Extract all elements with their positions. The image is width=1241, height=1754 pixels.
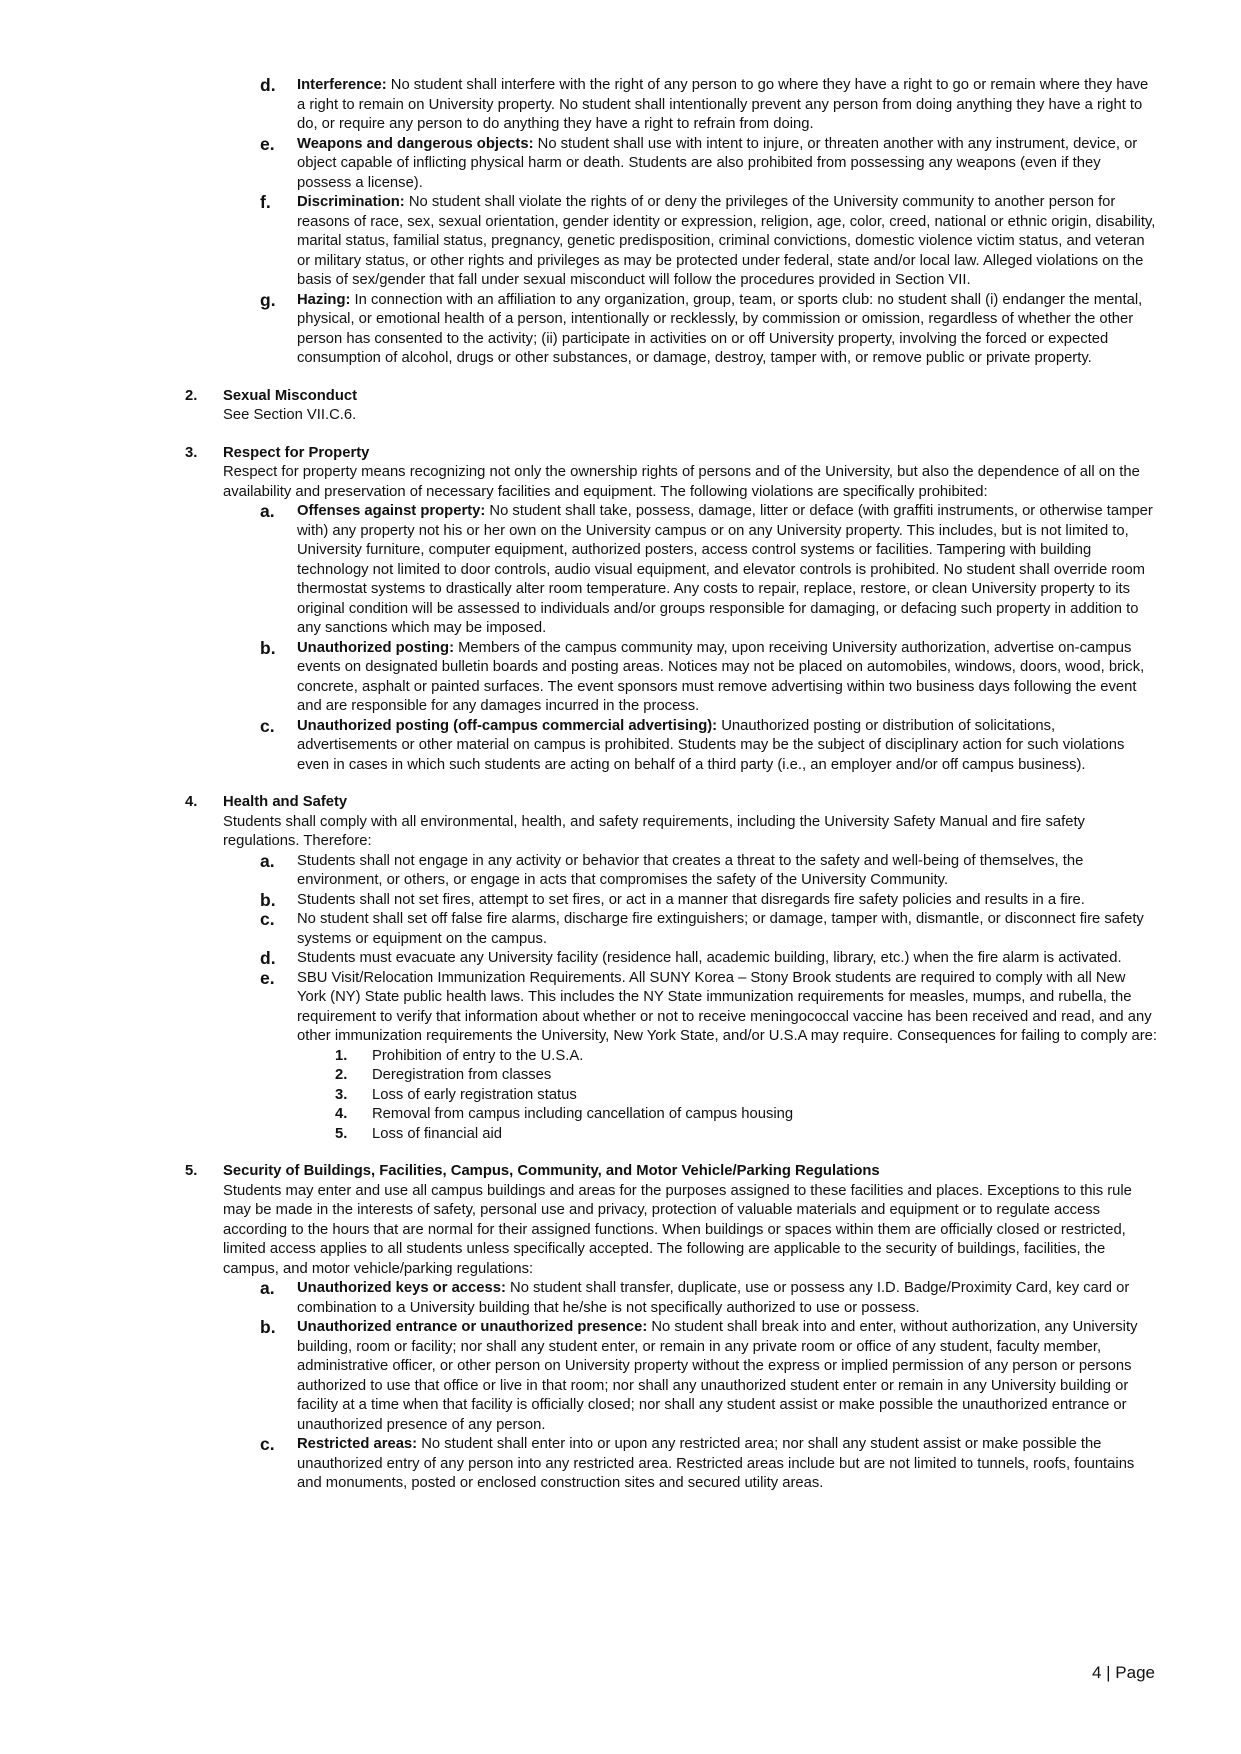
list-item (260, 1278, 1157, 1318)
section-number: 4. (185, 794, 198, 810)
list-item (260, 501, 1157, 639)
item-number: 1. (335, 1047, 348, 1064)
list-item (260, 289, 1157, 369)
section-number: 2. (185, 387, 198, 404)
list-item (260, 889, 1157, 911)
list-item (260, 637, 1157, 717)
section-intro: Students may enter and use all campus buildings and areas for the purposes assigned to these facilities and places. Exceptions to this rule may be made in the interests of safety, personal use and privacy, protection of valuable materials and equipment or to regulate access according to the hours that are normal for their assigned functions. When buildings or spaces within them are officially closed or restricted, limited access applies to all students unless specifically accepted. The following are applicable to the security of buildings, facilities, the campus, and motor vehicle/parking regulations: (223, 1182, 1132, 1277)
item-letter: f. (260, 192, 271, 212)
list-item (260, 850, 1157, 891)
numbered-item (335, 1047, 1072, 1067)
item-text: No student shall violate the rights of or deny the privileges of the University community to another person for reasons of race, sex, sexual orientation, gender identity or expression, religion, age, color, creed, national or ethnic origin, disability, marital status, familial status, pregnancy, genetic predisposition, criminal convictions, domestic violence victim status, and veteran or military status, or other rights and privileges as may be protected under federal, state and/or local law. Alleged violations on the basis of sex/gender that fall under sexual misconduct will follow the procedures provided in Section VII. (297, 194, 1156, 288)
consequences-list (0, 1047, 1241, 1145)
item-number: 4. (335, 1106, 348, 1122)
list-item (260, 75, 1157, 135)
list-item (260, 192, 1157, 291)
item-label: Unauthorized keys or access: (297, 1280, 506, 1296)
section-respect-for-property (185, 444, 1163, 503)
numbered-item (335, 1125, 1072, 1145)
item-text: Students shall not set fires, attempt to set fires, or act in a manner that disregards fire safety policies and results in a fire. (297, 891, 1085, 908)
item-text: Loss of financial aid (372, 1125, 502, 1142)
item-text: Prohibition of entry to the U.S.A. (372, 1047, 584, 1064)
list-item (260, 909, 1157, 949)
item-letter: b. (260, 889, 276, 910)
item-letter: a. (260, 501, 275, 521)
item-label: Offenses against property: (297, 503, 486, 519)
item-text: Loss of early registration status (372, 1086, 577, 1103)
section-intro: See Section VII.C.6. (223, 407, 357, 423)
numbered-item (335, 1105, 1072, 1125)
top-items (0, 76, 1241, 369)
item-letter: c. (260, 909, 275, 929)
item-text: No student shall transfer, duplicate, use or possess any I.D. Badge/Proximity Card, key card or combination to a University building that he/she is not specifically authorized to use or possess. (297, 1280, 1130, 1316)
item-text: Students shall not engage in any activity or behavior that creates a threat to the safety and well-being of themselves, the environment, or others, or engage in acts that compromises the safety of the University Community. (297, 852, 1084, 888)
page-number: 4 | Page (1091, 1663, 1155, 1682)
item-letter: g. (260, 289, 276, 310)
health-items (0, 852, 1241, 1047)
item-letter: d. (260, 75, 276, 95)
list-item (260, 133, 1157, 194)
item-text: Students must evacuate any University facility (residence hall, academic building, library, etc.) when the fire alarm is activated. (297, 950, 1122, 966)
item-label: Unauthorized posting (off-campus commercial advertising): (297, 717, 718, 734)
document-body (0, 76, 1241, 1494)
section-sexual-misconduct (185, 387, 1163, 426)
item-letter: c. (260, 1434, 275, 1454)
section-number: 3. (185, 444, 198, 461)
numbered-item (335, 1066, 1072, 1086)
section-heading: Respect for Property (223, 444, 370, 461)
item-number: 2. (335, 1067, 348, 1083)
item-text: Members of the campus community may, upon receiving University authorization, advertise on-campus events on designated bulletin boards and posting areas. Notices may not be placed on automobiles, windows, doors, wood, brick, concrete, asphalt or painted surfaces. The event sponsors must remove advertising within two business days following the event and are responsible for any damages incurred in the process. (297, 639, 1145, 714)
item-letter: e. (260, 967, 275, 988)
list-item (260, 967, 1157, 1047)
item-text: No student shall take, possess, damage, litter or deface (with graffiti instruments, or otherwise tamper with) any property not his or her own on the University campus or on any University property. This includes, but is not limited to, University furniture, computer equipment, authorized posters, access control systems or facilities. Tampering with building technology not limited to door controls, audio visual equipment, and elevator controls is prohibited. No student shall override room thermostat systems to drastically alter room temperature. Any costs to repair, replace, restore, or clean University property to its original condition will be assessed to individuals and/or groups responsible for damaging, or defacing such property in addition to any sanctions which may be imposed. (297, 503, 1153, 636)
item-letter: e. (260, 133, 275, 154)
section-heading: Health and Safety (223, 794, 348, 810)
item-letter: b. (260, 637, 276, 658)
section-intro: Students shall comply with all environmental, health, and safety requirements, including the University Safety Manual and fire safety regulations. Therefore: (223, 813, 1085, 849)
list-item (260, 1434, 1157, 1494)
security-items (0, 1279, 1241, 1494)
list-item (260, 1317, 1157, 1435)
item-text: SBU Visit/Relocation Immunization Requirements. All SUNY Korea – Stony Brook students are required to comply with all New York (NY) State public health laws. This includes the NY State immunization requirements for measles, mumps, and rubella, the requirement to verify that information about whether or not to receive meningococcal vaccine has been received and read, and any other immunization requirements the University, New York State, and/or U.S.A may require. Consequences for failing to comply are: (297, 969, 1157, 1044)
item-label: Hazing: (297, 291, 351, 308)
item-label: Interference: (297, 77, 387, 93)
item-text: Unauthorized posting or distribution of solicitations, advertisements or other material on campus is prohibited. Students may be the subject of disciplinary action for such violations even in cases in which such students are acting on behalf of a third party (i.e., an employer and/or off campus business). (297, 717, 1125, 773)
property-items (0, 502, 1241, 775)
item-number: 3. (335, 1086, 348, 1103)
list-item (260, 715, 1157, 776)
list-item (260, 948, 1157, 969)
section-security (185, 1162, 1163, 1279)
item-letter: c. (260, 715, 275, 736)
item-letter: d. (260, 948, 276, 968)
section-health-and-safety (185, 793, 1163, 852)
item-number: 5. (335, 1125, 348, 1142)
item-label: Discrimination: (297, 194, 405, 210)
item-label: Unauthorized posting: (297, 639, 454, 656)
item-letter: b. (260, 1317, 276, 1337)
item-text: No student shall enter into or upon any restricted area; nor shall any student assist or make possible the unauthorized entry of any person into any restricted area. Restricted areas include but are not limited to tunnels, roofs, fountains and monuments, posted or enclosed construction sites and secured utility areas. (297, 1436, 1135, 1491)
section-heading: Sexual Misconduct (223, 387, 358, 404)
item-text: Removal from campus including cancellation of campus housing (372, 1106, 794, 1122)
item-text: No student shall interfere with the right of any person to go where they have a right to go or remain where they have a right to remain on University property. No student shall intentionally prevent any person from doing anything they have a right to do, or require any person to do anything they have a right to refrain from doing. (297, 77, 1149, 132)
item-text: No student shall set off false fire alarms, discharge fire extinguishers; or damage, tamper with, dismantle, or disconnect fire safety systems or equipment on the campus. (297, 911, 1144, 947)
item-text: In connection with an affiliation to any organization, group, team, or sports club: no student shall (i) endanger the mental, physical, or emotional health of a person, intentionally or recklessly, by commission or omission, regardless of whether the other person has consented to the activity; (ii) participate in activities on or off University property, involving the forced or expected consumption of alcohol, drugs or other substances, or damage, destroy, tamper with, or remove public or private property. (297, 291, 1143, 366)
item-label: Restricted areas: (297, 1436, 418, 1452)
item-letter: a. (260, 1278, 275, 1298)
section-intro: Respect for property means recognizing not only the ownership rights of persons and of the University, but also the dependence of all on the availability and preservation of necessary facilities and equipment. The following violations are specifically prohibited: (223, 464, 1140, 500)
item-text: Deregistration from classes (372, 1067, 552, 1083)
section-number: 5. (185, 1163, 198, 1179)
item-label: Weapons and dangerous objects: (297, 135, 534, 152)
item-letter: a. (260, 850, 275, 871)
item-text: No student shall break into and enter, without authorization, any University building, room or facility; nor shall any student enter, or remain in any private room or office of any student, faculty member, administrative officer, or other person on University property without the express or implied permission of any person or persons authorized to use that office or live in that room; nor shall any unauthorized student enter or remain in any University building or facility at a time when that facility is officially closed; nor shall any student assist or make possible the unauthorized entrance or unauthorized presence of any person. (297, 1319, 1138, 1433)
item-label: Unauthorized entrance or unauthorized presence: (297, 1319, 648, 1335)
item-text: No student shall use with intent to injure, or threaten another with any instrument, device, or object capable of inflicting physical harm or death. Students are also prohibited from possessing any weapons (even if they possess a license). (297, 135, 1138, 191)
numbered-item (335, 1086, 1072, 1106)
section-heading: Security of Buildings, Facilities, Campus, Community, and Motor Vehicle/Parking Regulations (223, 1163, 880, 1179)
